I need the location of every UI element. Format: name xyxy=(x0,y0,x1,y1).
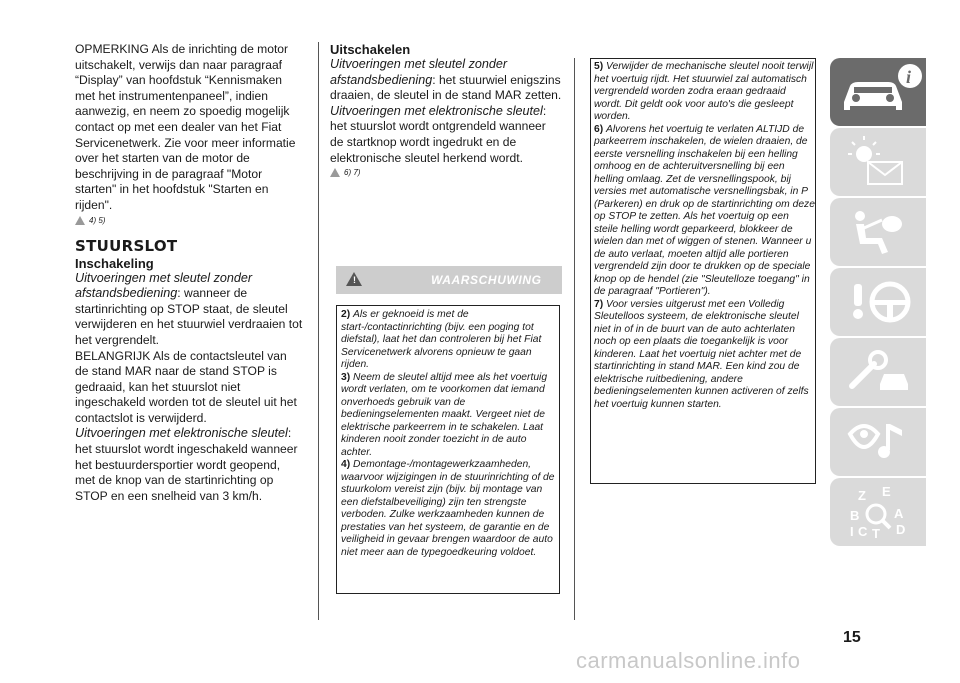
warning-item-number: 4) xyxy=(341,459,354,470)
warning-item-number: 3) xyxy=(341,371,354,383)
warning-box-left xyxy=(336,305,560,594)
warning-title: WAARSCHUWING xyxy=(431,273,542,287)
para-italic: Uitvoeringen met elektronische sleutel xyxy=(75,426,288,441)
svg-text:i: i xyxy=(906,67,912,87)
para-italic: Uitvoeringen met sleutel zonder afstandsbediening xyxy=(330,57,508,87)
para-italic: Uitvoeringen met elektronische sleutel xyxy=(330,103,543,118)
warning-header xyxy=(336,266,562,294)
para-rest: : het stuurslot wordt ingeschakeld wanneer het bestuurdersportier wordt geopend, met de knop van de startinrichting op STOP en een snelheid van 3 km/h. xyxy=(75,426,298,503)
exclamation-mark: ! xyxy=(353,275,356,285)
para-italic: Uitvoeringen met sleutel zonder afstandsbediening xyxy=(75,270,253,301)
para-uitschakelen-1 xyxy=(330,57,562,104)
music-nav-icon xyxy=(830,408,926,476)
refs-text: 6) 7) xyxy=(344,168,361,178)
alphabet-index-icon xyxy=(830,478,926,546)
tab-wrench-car[interactable] xyxy=(830,338,926,406)
warning-item-number: 7) xyxy=(594,298,607,310)
warning-item xyxy=(341,459,559,559)
alpha-letter: I xyxy=(850,524,854,539)
warning-small-icon xyxy=(330,168,340,177)
warning-item-number: 6) xyxy=(594,123,607,135)
tab-alphabet-index[interactable] xyxy=(830,478,926,546)
tab-warning-lights[interactable] xyxy=(830,128,926,196)
warning-item-text: Neem de sleutel altijd mee als het voertuig wordt verlaten, om te voorkomen dat iemand onverhoeds gebruik van de bedieningselementen maakt. Vergeet niet de elektrische parkeerrem in te schakelen. Laat kinderen nooit zonder toezicht in de auto achter. xyxy=(341,371,548,458)
para-uitschakelen-2 xyxy=(330,104,562,166)
warning-item-text: Verwijder de mechanische sleutel nooit terwijl het voertuig rijdt. Het stuurwiel zal automatisch vergrendeld worden zodra eraan gedraaid wordt. Dit geldt ook voor auto's die gesleept worden. xyxy=(594,61,814,122)
para-inschakeling-2 xyxy=(75,426,303,504)
refs-text: 4) 5) xyxy=(89,215,106,225)
steering-wheel-icon xyxy=(830,268,926,336)
column-divider xyxy=(318,42,319,620)
alpha-letter: E xyxy=(882,484,891,499)
warning-item-text: Alvorens het voertuig te verlaten ALTIJD de parkeerrem inschakelen, de wielen draaien, de eerste versnelling inschakelen bij een helling omhoog en de achteruitversnelling bij een helling omlaag. Zet de versnellingspook, bij versies met automatische versnellingsbak, in P (Parkeren) en druk op de startinrichting om deze op STOP te zetten. Als het voertuig op een steile helling wordt geparkeerd, blokkeer de wielen dan met of wiggen of stenen. Wanneer u de auto verlaat, moeten altijd alle portieren vergrendeld zijn door te drukken op de speciale knop op de hendel (zie "Sleutelloze toegang" in de paragraaf "Portieren"). xyxy=(594,123,815,297)
airbag-seat-icon xyxy=(830,198,926,266)
warning-item-text: Als er geknoeid is met de start-/contactinrichting (bijv. een poging tot diefstal), laat het dan controleren bij het Fiat Servicenetwerk alvorens opnieuw te gaan rijden. xyxy=(341,309,542,370)
alpha-letter: B xyxy=(850,508,860,523)
warning-item xyxy=(594,299,815,412)
subsection-heading: Inschakeling xyxy=(75,255,154,271)
warning-item xyxy=(341,372,559,460)
para-rest: : het stuurslot wordt ontgrendeld wanneer de startknop wordt ingedrukt en de elektronische sleutel herkend wordt. xyxy=(330,103,547,165)
wrench-car-icon xyxy=(830,338,926,406)
para-rest: : het stuurwiel enigszins draaien, de sleutel in de stand MAR zetten. xyxy=(330,72,562,103)
alpha-letter: D xyxy=(896,522,906,537)
warning-item-number: 2) xyxy=(341,309,354,320)
intro-paragraph: OPMERKING Als de inrichting de motor uitschakelt, verwijs dan naar paragraaf “Display” van hoofdstuk “Kennismaken met het instrumentenpaneel”, indien aanwezig, en neem zo spoedig mogelijk contact op met een dealer van het Fiat Servicenetwerk. Zie voor meer informatie over het starten van de motor de beschrijving in de paragraaf "Motor starten" in het hoofdstuk "Starten en rijden". xyxy=(75,42,296,212)
tab-music-nav[interactable] xyxy=(830,408,926,476)
alpha-letter: A xyxy=(894,506,904,521)
car-info-icon xyxy=(830,58,926,126)
para-belangrijk: BELANGRIJK Als de contactsleutel van de stand MAR naar de stand STOP is gedraaid, kan het stuurslot niet ingeschakeld worden tot de sleutel uit het contactslot is verwijderd. xyxy=(75,348,297,425)
tab-car-info[interactable] xyxy=(830,58,926,126)
uitschakelen-heading: Uitschakelen xyxy=(330,42,411,57)
refs-left xyxy=(75,216,303,225)
alpha-letter: T xyxy=(872,526,880,541)
warning-small-icon xyxy=(75,216,85,225)
alpha-letter: C xyxy=(858,524,868,539)
left-column xyxy=(75,42,303,504)
warning-item-number: 5) xyxy=(594,61,607,72)
tab-airbag-seat[interactable] xyxy=(830,198,926,266)
warning-lights-icon xyxy=(830,128,926,196)
page-number: 15 xyxy=(843,629,861,646)
middle-column xyxy=(330,42,562,181)
warning-item-text: Voor versies uitgerust met een Volledig Sleutelloos systeem, de elektronische sleutel niet in of in de buurt van de auto achterlaten noch op een plaats die toegankelijk is voor kinderen. Laat het voertuig niet achter met de startinrichting in stand MAR. Een kind zou de elektrische ruitbediening, andere bedieningselementen kunnen activeren of zelfs het voertuig kunnen starten. xyxy=(594,298,809,410)
tab-steering-wheel[interactable] xyxy=(830,268,926,336)
warning-item-text: Demontage-/montagewerkzaamheden, waarvoor wijzigingen in de stuurinrichting of de stuurkolom vereist zijn (bijv. bij montage van een diefstalbeveiliging) zijn ten strengste verboden. Zulke werkzaamheden kunnen de prestaties van het systeem, de garantie en de veiligheid in gevaar brengen waardoor de auto niet meer aan de typegoedkeuring voldoet. xyxy=(341,459,555,558)
para-inschakeling-1 xyxy=(75,271,303,349)
section-heading: STUURSLOT xyxy=(75,236,178,255)
alpha-letter: Z xyxy=(858,488,866,503)
para-rest: : wanneer de startinrichting op STOP staat, de sleutel verwijderen en het stuurwiel verdraaien tot het vergrendelt. xyxy=(75,286,303,347)
warning-item xyxy=(341,309,559,372)
column-divider xyxy=(574,58,575,620)
refs-middle xyxy=(330,168,562,177)
watermark: carmanualsonline.info xyxy=(576,648,801,673)
warning-box-right xyxy=(590,58,816,484)
warning-item xyxy=(594,61,815,124)
warning-item xyxy=(594,124,815,299)
